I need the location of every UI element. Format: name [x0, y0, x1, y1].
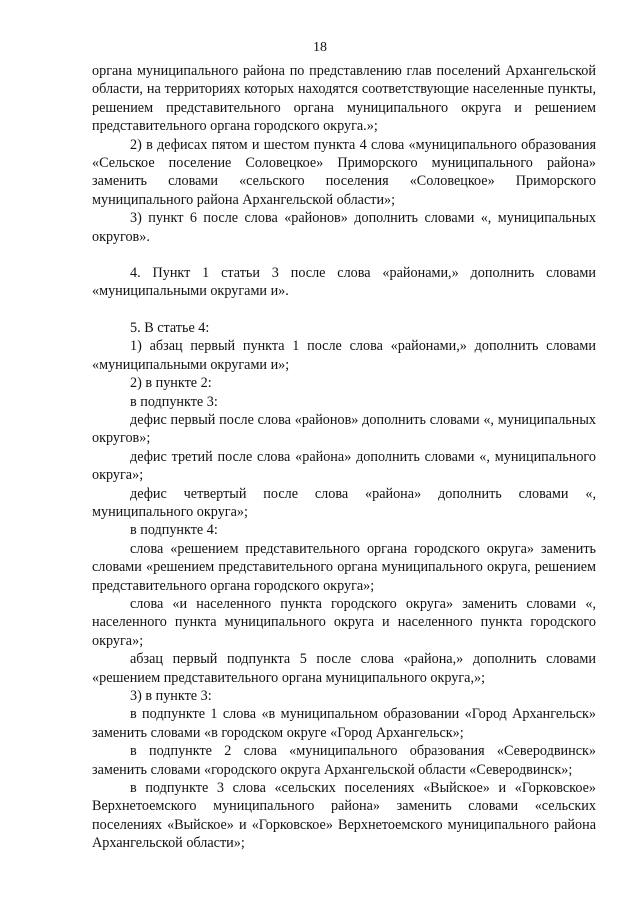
paragraph: слова «и населенного пункта городского округа» заменить словами «, населенного пункта муниципального округа и населенного пункта городского округа»; — [92, 595, 596, 649]
paragraph: дефис четвертый после слова «района» дополнить словами «, муниципального округа»; — [92, 485, 596, 520]
paragraph: в подпункте 3: — [130, 393, 218, 410]
paragraph: 1) абзац первый пункта 1 после слова «районами,» дополнить словами «муниципальными округами и»; — [92, 338, 596, 373]
paragraph: 3) в пункте 3: — [130, 688, 212, 704]
paragraph: в подпункте 2 слова «муниципального образования «Северодвинск» заменить словами «городского округа Архангельской области «Северодвинск»; — [92, 743, 596, 778]
paragraph: дефис третий после слова «района» дополнить словами «, муниципального округа»; — [92, 448, 596, 484]
paragraph: 3) пункт 6 после слова «районов» дополнить словами «, муниципальных округов». — [92, 210, 596, 245]
paragraph: в подпункте 3 слова «сельских поселениях «Выйское» и «Горковское» Верхнетоемского муниципального района» заменить словами «сельских поселениях «Выйское» и «Горковское» Верхнетоемского муниципального района Архангельской области»; — [92, 780, 596, 852]
paragraph: абзац первый подпункта 5 после слова «района,» дополнить словами «решением представительного органа муниципального округа,»; — [92, 651, 596, 686]
paragraph: 2) в дефисах пятом и шестом пункта 4 слова «муниципального образования «Сельское поселение Соловецкое» Приморского муниципального района» заменить словами «сельского поселения «Соловецкое» Приморского муниципального района Архангельской области»; — [92, 136, 596, 208]
paragraph: 2) в пункте 2: — [130, 375, 212, 392]
paragraph: дефис первый после слова «районов» дополнить словами «, муниципальных округов»; — [92, 411, 596, 447]
paragraph: в подпункте 1 слова «в муниципальном образовании «Город Архангельск» заменить словами «в городском округе «Город Архангельск»; — [92, 706, 596, 741]
paragraph: в подпункте 4: — [130, 522, 218, 539]
paragraph-gap — [92, 301, 596, 319]
paragraph: 4. Пункт 1 статьи 3 после слова «районами,» дополнить словами «муниципальными округами и». — [92, 265, 596, 300]
paragraph: 5. В статье 4: — [130, 319, 210, 336]
paragraph-gap — [92, 246, 596, 264]
document-body — [92, 62, 596, 853]
paragraph: слова «решением представительного органа городского округа» заменить словами «решением представительного органа муниципального округа, решением представительного органа городского округа»; — [92, 540, 596, 594]
page-number: 18 — [313, 40, 327, 55]
paragraph: органа муниципального района по представлению глав поселений Архангельской области, на территориях которых находятся соответствующие населенные пункты, решением представительного органа муниципального округа и решением представительного органа городского округа.»; — [92, 63, 596, 135]
